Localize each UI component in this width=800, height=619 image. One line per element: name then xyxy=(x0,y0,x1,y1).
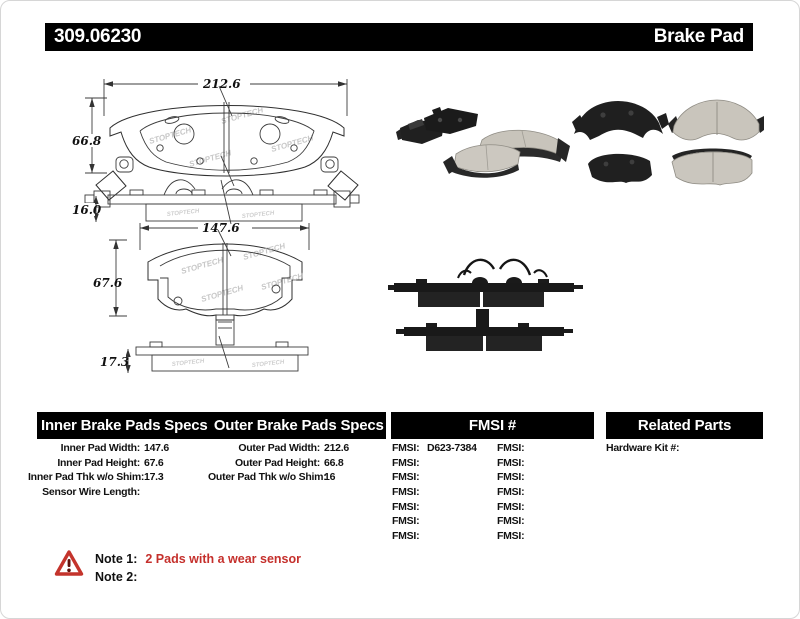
pads-specs-header-bar xyxy=(37,412,386,439)
svg-text:STOPTECH: STOPTECH xyxy=(270,133,315,154)
inner-width-dimension: 147.6 xyxy=(202,221,240,235)
pad-set-photo-angled xyxy=(388,84,573,186)
spec-row: Outer Pad Height: 66.8 xyxy=(234,456,344,469)
outer-pad-technical-drawing xyxy=(72,72,372,230)
fmsi-row: FMSI: xyxy=(497,486,525,499)
fmsi-row: FMSI: xyxy=(497,471,525,484)
related-parts-header-bar xyxy=(606,412,763,439)
outer-height-dimension: 66.8 xyxy=(72,134,102,148)
fmsi-row: FMSI: xyxy=(392,500,420,513)
svg-text:STOPTECH: STOPTECH xyxy=(148,125,193,146)
inner-pad-technical-drawing xyxy=(92,216,342,378)
note-1-text: 2 Pads with a wear sensor xyxy=(145,552,301,566)
outer-thickness-dimension: 16.0 xyxy=(72,203,102,217)
note-1-label: Note 1: xyxy=(95,552,138,566)
outer-specs-header: Outer Brake Pads Specs xyxy=(213,417,384,434)
fmsi-row: FMSI: xyxy=(392,471,420,484)
inner-height-dimension: 67.6 xyxy=(93,276,123,290)
svg-text:STOPTECH: STOPTECH xyxy=(242,241,287,262)
warning-icon xyxy=(54,549,84,578)
product-name: Brake Pad xyxy=(653,26,744,47)
svg-text:STOPTECH: STOPTECH xyxy=(220,105,265,126)
spec-row: Inner Pad Thk w/o Shim: 17.3 xyxy=(28,471,164,484)
svg-text:STOPTECH: STOPTECH xyxy=(241,210,275,220)
related-parts-header: Related Parts xyxy=(637,417,732,434)
svg-text:STOPTECH: STOPTECH xyxy=(188,148,233,169)
fmsi-row: FMSI: D623-7384 xyxy=(392,442,477,455)
fmsi-row: FMSI: xyxy=(497,529,525,542)
header-bar xyxy=(45,23,753,51)
related-row: Hardware Kit #: xyxy=(606,442,680,455)
pad-set-photo-pairs xyxy=(572,94,764,194)
fmsi-row: FMSI: xyxy=(392,515,420,528)
svg-text:STOPTECH: STOPTECH xyxy=(200,283,245,304)
fmsi-row: FMSI: xyxy=(497,456,525,469)
outer-specs-column xyxy=(208,441,349,485)
svg-text:STOPTECH: STOPTECH xyxy=(166,208,200,218)
inner-thickness-dimension: 17.3 xyxy=(100,355,130,369)
fmsi-header: FMSI # xyxy=(468,417,517,434)
spec-row: Outer Pad Width: 212.6 xyxy=(238,442,350,455)
pad-edge-photo xyxy=(388,243,583,365)
part-number: 309.06230 xyxy=(54,26,142,47)
fmsi-column-2 xyxy=(497,441,532,543)
fmsi-row: FMSI: xyxy=(497,442,525,455)
svg-text:STOPTECH: STOPTECH xyxy=(260,271,305,292)
fmsi-row: FMSI: xyxy=(392,486,420,499)
inner-specs-column xyxy=(28,441,169,499)
related-parts-column xyxy=(606,441,683,456)
note-1 xyxy=(95,552,301,566)
fmsi-row: FMSI: xyxy=(497,500,525,513)
note-2-label: Note 2: xyxy=(95,570,138,584)
spec-row: Inner Pad Width: 147.6 xyxy=(60,442,170,455)
fmsi-header-bar xyxy=(391,412,594,439)
note-2 xyxy=(95,570,145,584)
svg-text:STOPTECH: STOPTECH xyxy=(180,255,225,276)
svg-text:STOPTECH: STOPTECH xyxy=(251,359,285,369)
spec-row: Sensor Wire Length: xyxy=(42,486,140,499)
fmsi-row: FMSI: xyxy=(392,456,420,469)
fmsi-row: FMSI: xyxy=(392,529,420,542)
svg-text:STOPTECH: STOPTECH xyxy=(171,358,205,368)
outer-width-dimension: 212.6 xyxy=(203,77,241,91)
inner-specs-header: Inner Brake Pads Specs xyxy=(40,417,208,434)
fmsi-row: FMSI: xyxy=(497,515,525,528)
spec-row: Inner Pad Height: 67.6 xyxy=(57,456,164,469)
spec-row: Outer Pad Thk w/o Shim: 16 xyxy=(208,471,336,484)
fmsi-column-1 xyxy=(392,441,477,543)
